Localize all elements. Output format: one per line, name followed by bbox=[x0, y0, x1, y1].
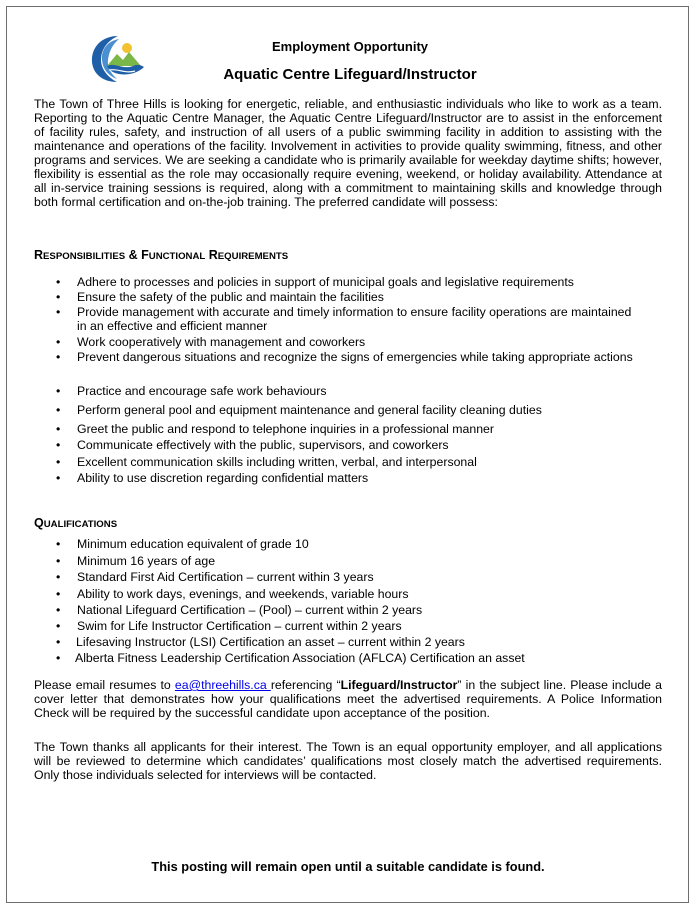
list-item: • Minimum 16 years of age bbox=[56, 554, 216, 568]
closing-note: This posting will remain open until a suitable candidate is found. bbox=[151, 859, 545, 874]
list-item: • Ability to work days, evenings, and weekends, variable hours bbox=[56, 587, 409, 601]
responsibilities-heading: RESPONSIBILITIES & FUNCTIONAL REQUIREMENTS bbox=[34, 248, 289, 262]
document-title: Aquatic Centre Lifeguard/Instructor bbox=[223, 66, 477, 83]
list-item: • Ability to use discretion regarding confidential matters bbox=[56, 471, 369, 485]
list-item: • Prevent dangerous situations and recognize the signs of emergencies while taking appropriate actions bbox=[56, 350, 633, 364]
intro-paragraph: The Town of Three Hills is looking for energetic, reliable, and enthusiastic individuals who like to work as a team. Reporting to the Aquatic Centre Manager, the Aquatic Centre Lifeguard/Instructor are to assist in the enforcement of facility rules, safety, and instruction of all users of a public swimming facility in addition to assisting with the maintenance and operations of the facility. Involvement in activities to provide quality swimming, fitness, and other programs and services. We are seeking a candidate who is primarily available for weekday daytime shifts; however, flexibility is essential as the role may occasionally require evening, weekend, or holiday availability. Attendance at all in-service training sessions is required, along with a commitment to maintaining skills and knowledge through both formal certification and on-the-job training. The preferred candidate will possess: bbox=[34, 97, 662, 209]
list-item: • Work cooperatively with management and coworkers bbox=[56, 335, 366, 349]
list-item: • Lifesaving Instructor (LSI) Certification an asset – current within 2 years bbox=[56, 635, 465, 649]
qualifications-heading: QUALIFICATIONS bbox=[34, 516, 118, 530]
list-item: • Greet the public and respond to telephone inquiries in a professional manner bbox=[56, 422, 494, 436]
list-item: • Standard First Aid Certification – current within 3 years bbox=[56, 570, 374, 584]
list-item: • National Lifeguard Certification – (Pool) – current within 2 years bbox=[56, 603, 423, 617]
list-item: • Provide management with accurate and timely information to ensure facility operations are maintained in an effective and efficient manner bbox=[56, 305, 632, 333]
document-subtitle: Employment Opportunity bbox=[272, 39, 428, 54]
list-item: • Alberta Fitness Leadership Certification Association (AFLCA) Certification an asset bbox=[56, 651, 525, 665]
list-item: • Communicate effectively with the public, supervisors, and coworkers bbox=[56, 438, 449, 452]
list-item: • Adhere to processes and policies in support of municipal goals and legislative requirements bbox=[56, 275, 574, 289]
apply-paragraph: Please email resumes to ea@threehills.ca referencing “Lifeguard/Instructor” in the subject line. Please include a cover letter that demonstrates how your qualifications meet the advertised requirements. A Police Information Check will be required by the successful candidate upon acceptance of the position. bbox=[34, 678, 662, 720]
list-item: • Practice and encourage safe work behaviours bbox=[56, 384, 327, 398]
list-item: • Ensure the safety of the public and maintain the facilities bbox=[56, 290, 384, 304]
email-link[interactable]: ea@threehills.ca bbox=[174, 678, 271, 692]
list-item: • Minimum education equivalent of grade 10 bbox=[56, 537, 309, 551]
list-item: • Swim for Life Instructor Certification – current within 2 years bbox=[56, 619, 402, 633]
list-item: • Perform general pool and equipment maintenance and general facility cleaning duties bbox=[56, 403, 542, 417]
thanks-paragraph: The Town thanks all applicants for their interest. The Town is an equal opportunity employer, and all applications will be reviewed to determine which candidates’ qualifications most closely match the advertised requirements. Only those individuals selected for interviews will be contacted. bbox=[34, 740, 662, 782]
subject-keyword: Lifeguard/Instructor bbox=[340, 678, 458, 692]
list-item: • Excellent communication skills including written, verbal, and interpersonal bbox=[56, 455, 477, 469]
